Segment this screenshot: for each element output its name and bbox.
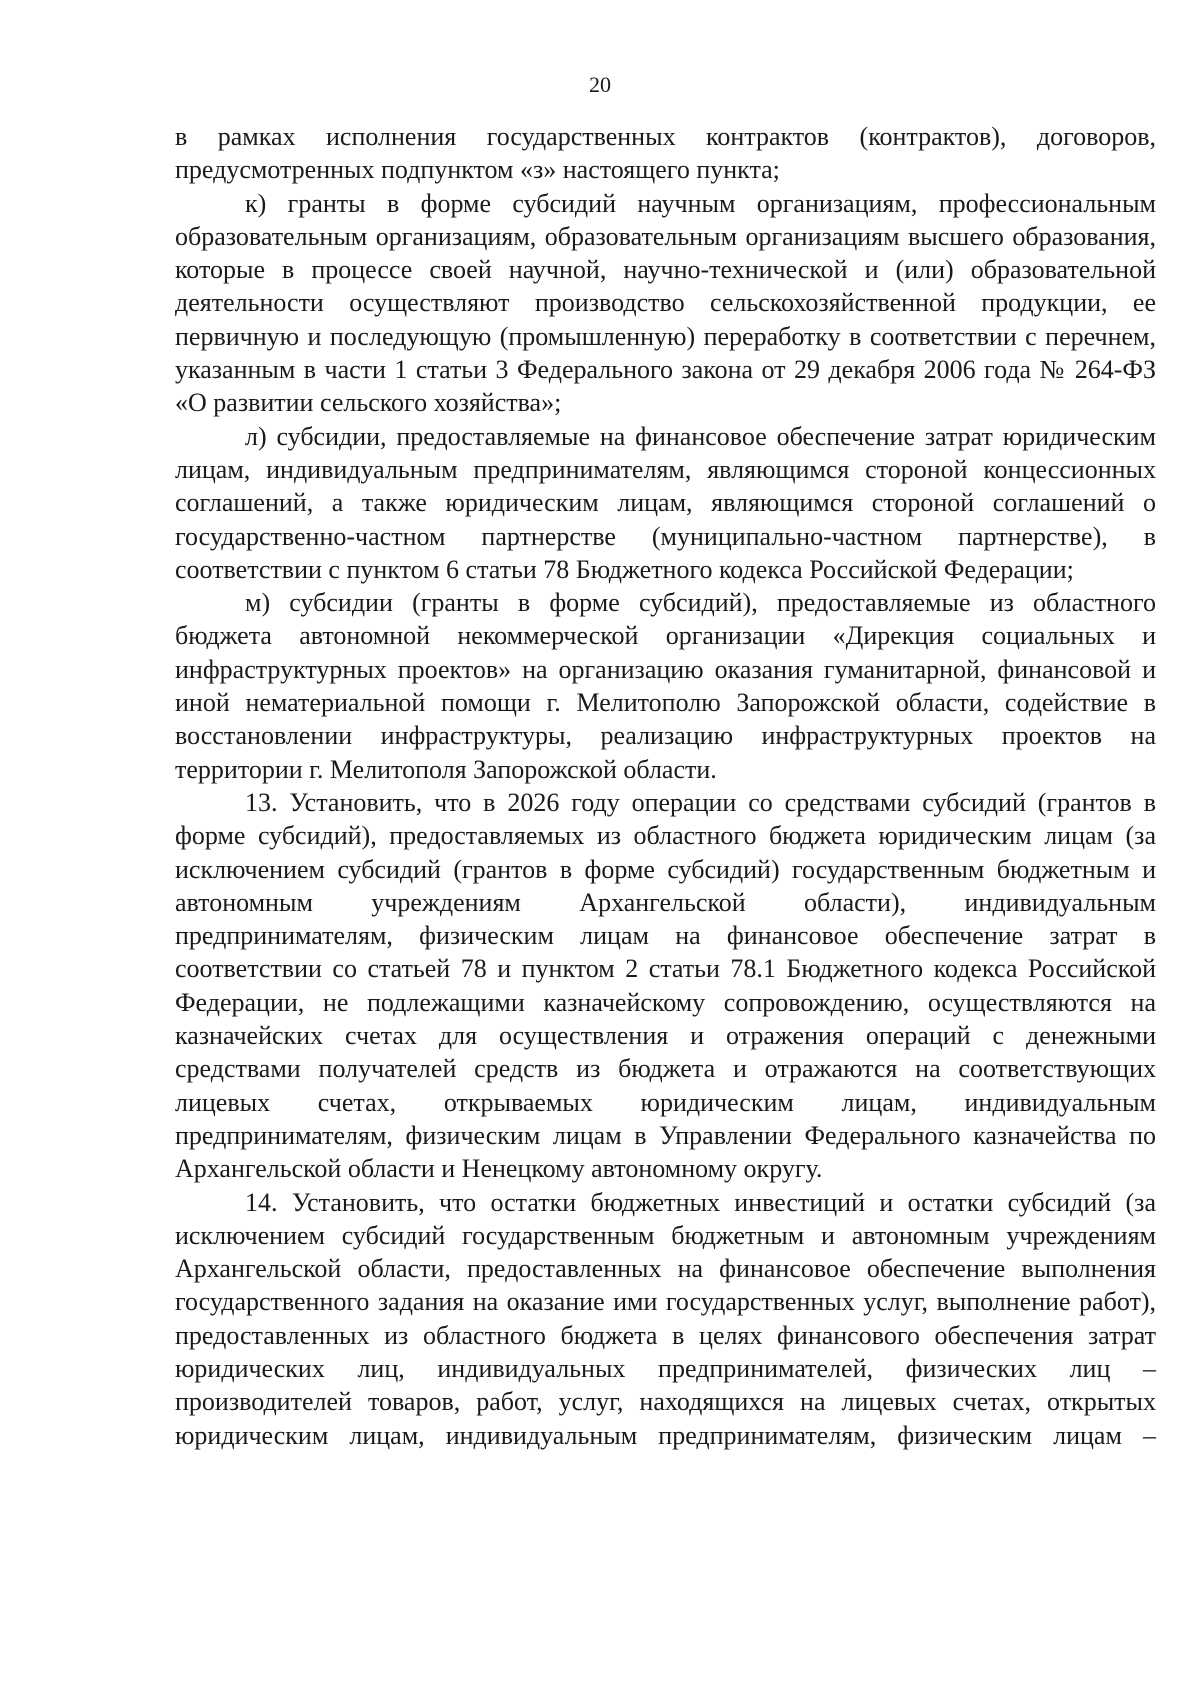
page-number: 20 [589, 72, 611, 97]
paragraph-item-k: к) гранты в форме субсидий научным организациям, профессиональным образовательным организациям, образовательным организациям высшего образования, которые в процессе своей научной, научно-технической и (или) образовательной деятельности осуществляют производство сельскохозяйственной продукции, ее первичную и последующую (промышленную) переработку в соответствии с перечнем, указанным в части 1 статьи 3 Федерального закона от 29 декабря 2006 года № 264-ФЗ «О развитии сельского хозяйства»; [175, 188, 1156, 418]
document-body [175, 120, 1156, 1452]
paragraph-clause-13: 13. Установить, что в 2026 году операции со средствами субсидий (грантов в форме субсидий), предоставляемых из областного бюджета юридическим лицам (за исключением субсидий (грантов в форме субсидий) государственным бюджетным и автономным учреждениям Архангельской области), индивидуальным предпринимателям, физическим лицам на финансовое обеспечение затрат в соответствии со статьей 78 и пунктом 2 статьи 78.1 Бюджетного кодекса Российской Федерации, не подлежащими казначейскому сопровождению, осуществляются на казначейских счетах для осуществления и отражения операций с денежными средствами получателей средств из бюджета и отражаются на соответствующих лицевых счетах, открываемых юридическим лицам, индивидуальным предпринимателям, физическим лицам в Управлении Федерального казначейства по Архангельской области и Ненецкому автономному округу. [175, 787, 1156, 1184]
paragraph-clause-14: 14. Установить, что остатки бюджетных инвестиций и остатки субсидий (за исключением субсидий государственным бюджетным и автономным учреждениям Архангельской области, предоставленных на финансовое обеспечение выполнения государственного задания на оказание ими государственных услуг, выполнение работ), предоставленных из областного бюджета в целях финансового обеспечения затрат юридических лиц, индивидуальных предпринимателей, физических лиц – производителей товаров, работ, услуг, находящихся на лицевых счетах, открытых юридическим лицам, индивидуальным предпринимателям, физическим лицам – [175, 1187, 1156, 1450]
paragraph-continuation: в рамках исполнения государственных контрактов (контрактов), договоров, предусмотренных подпунктом «з» настоящего пункта; [175, 122, 1156, 185]
paragraph-item-l: л) субсидии, предоставляемые на финансовое обеспечение затрат юридическим лицам, индивидуальным предпринимателям, являющимся стороной концессионных соглашений, а также юридическим лицам, являющимся стороной соглашений о государственно-частном партнерстве (муниципально-частном партнерстве), в соответствии с пунктом 6 статьи 78 Бюджетного кодекса Российской Федерации; [175, 421, 1156, 584]
paragraph-item-m: м) субсидии (гранты в форме субсидий), предоставляемые из областного бюджета автономной некоммерческой организации «Дирекция социальных и инфраструктурных проектов» на организацию оказания гуманитарной, финансовой и иной нематериальной помощи г. Мелитополю Запорожской области, содействие в восстановлении инфраструктуры, реализацию инфраструктурных проектов на территории г. Мелитополя Запорожской области. [175, 588, 1156, 784]
